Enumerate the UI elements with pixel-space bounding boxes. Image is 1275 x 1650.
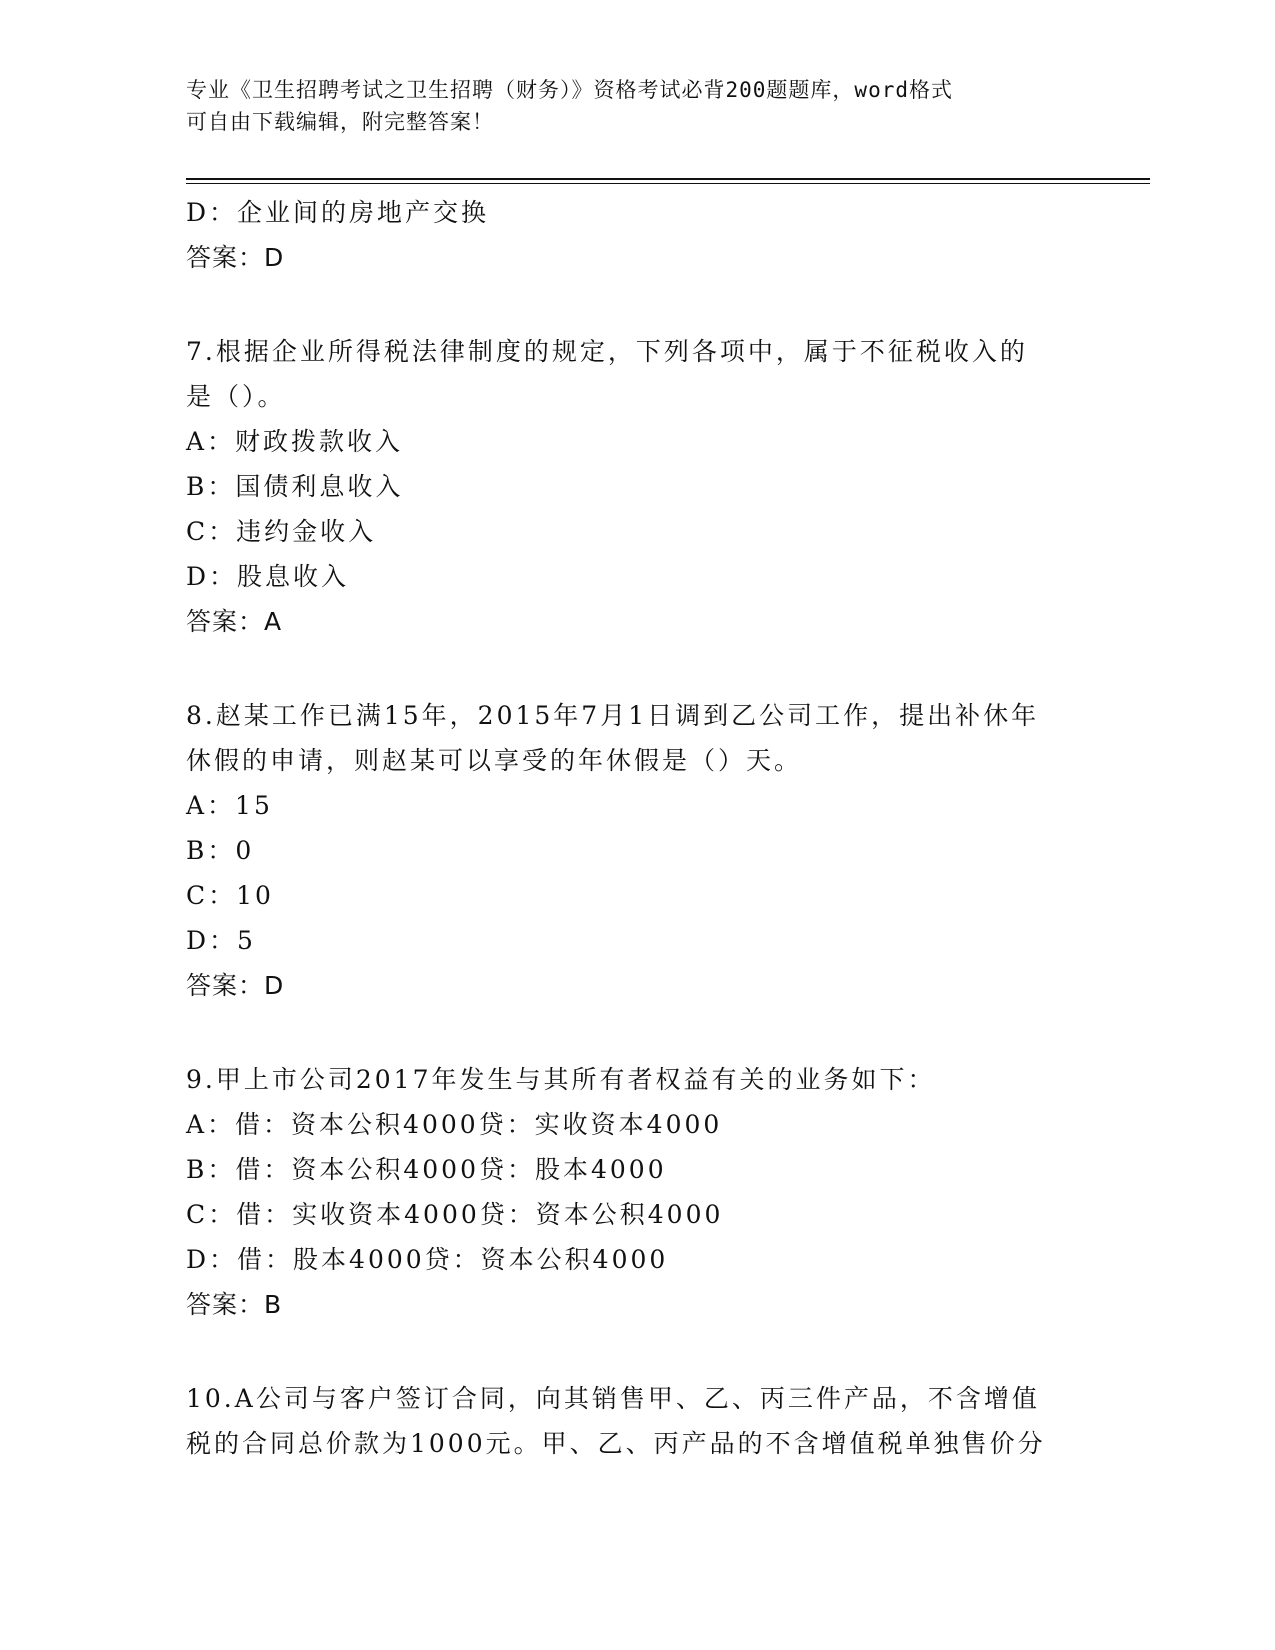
q8-answer: 答案：D bbox=[186, 971, 285, 1000]
spacer bbox=[186, 280, 1086, 329]
q8-option-a: A：15 bbox=[186, 791, 273, 820]
q9-option-a: A：借：资本公积4000贷：实收资本4000 bbox=[186, 1110, 723, 1139]
q7-option-c: C：违约金收入 bbox=[186, 517, 377, 546]
question-6-tail bbox=[186, 190, 1086, 280]
q9-option-c: C：借：实收资本4000贷：资本公积4000 bbox=[186, 1200, 724, 1229]
header-line-2: 可自由下载编辑，附完整答案！ bbox=[186, 110, 494, 134]
q7-stem-line-1: 7.根据企业所得税法律制度的规定，下列各项中，属于不征税收入的 bbox=[186, 337, 1028, 366]
question-8 bbox=[186, 693, 1086, 1008]
spacer bbox=[186, 644, 1086, 693]
q8-option-d: D：5 bbox=[186, 926, 256, 955]
q10-stem-line-1: 10.A公司与客户签订合同，向其销售甲、乙、丙三件产品，不含增值 bbox=[186, 1384, 1040, 1413]
q7-option-b: B：国债利息收入 bbox=[186, 472, 404, 501]
question-9 bbox=[186, 1057, 1086, 1327]
spacer bbox=[186, 1327, 1086, 1376]
q6-answer: 答案：D bbox=[186, 243, 285, 272]
q9-option-d: D：借：股本4000贷：资本公积4000 bbox=[186, 1245, 669, 1274]
q10-stem-line-2: 税的合同总价款为1000元。甲、乙、丙产品的不含增值税单独售价分 bbox=[186, 1429, 1046, 1458]
question-7 bbox=[186, 329, 1086, 644]
q8-option-b: B：0 bbox=[186, 836, 255, 865]
q9-answer: 答案：B bbox=[186, 1290, 283, 1319]
header-line-1: 专业《卫生招聘考试之卫生招聘（财务）》资格考试必背200题题库，word格式 bbox=[186, 78, 953, 102]
spacer bbox=[186, 1008, 1086, 1057]
q8-stem-line-1: 8.赵某工作已满15年，2015年7月1日调到乙公司工作，提出补休年 bbox=[186, 701, 1040, 730]
document-body bbox=[186, 190, 1086, 1466]
q7-option-d: D：股息收入 bbox=[186, 562, 350, 591]
q7-stem-line-2: 是（）。 bbox=[186, 382, 286, 411]
q9-option-b: B：借：资本公积4000贷：股本4000 bbox=[186, 1155, 667, 1184]
question-10 bbox=[186, 1376, 1086, 1466]
q9-stem-line-1: 9.甲上市公司2017年发生与其所有者权益有关的业务如下： bbox=[186, 1065, 936, 1094]
q8-option-c: C：10 bbox=[186, 881, 274, 910]
q7-option-a: A：财政拨款收入 bbox=[186, 427, 404, 456]
q7-answer: 答案：A bbox=[186, 607, 283, 636]
header-divider bbox=[186, 178, 1150, 184]
q6-option-d: D：企业间的房地产交换 bbox=[186, 198, 490, 227]
q8-stem-line-2: 休假的申请，则赵某可以享受的年休假是（）天。 bbox=[186, 746, 803, 775]
document-header bbox=[186, 74, 1066, 138]
